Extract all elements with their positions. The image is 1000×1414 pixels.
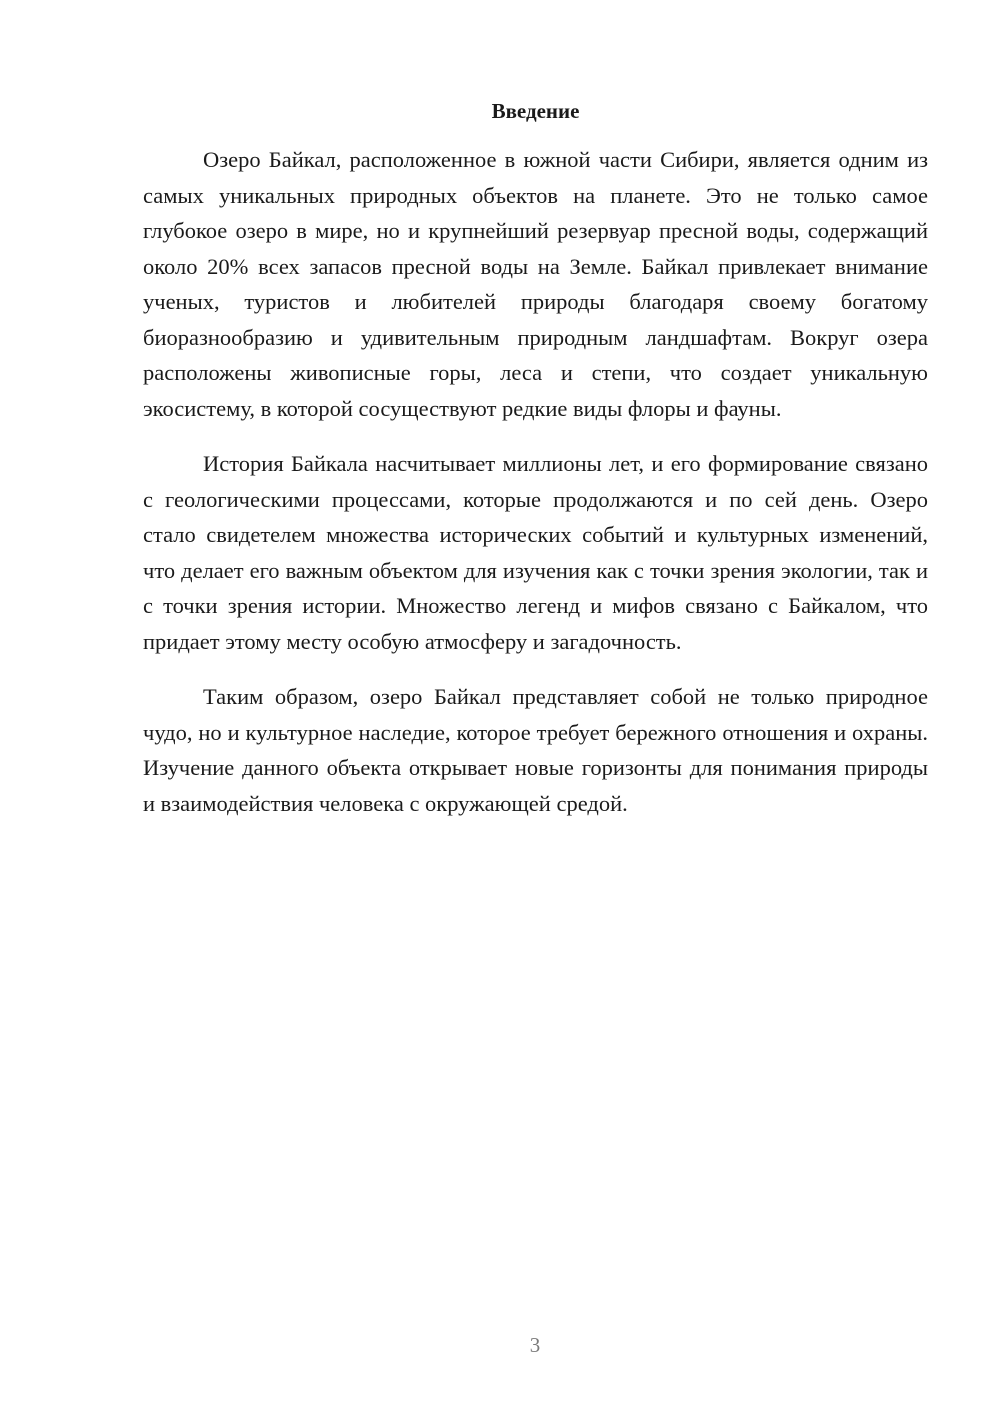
paragraph-2: История Байкала насчитывает миллионы лет, и его формирование связано с геологическими процессами, которые продолжаются и по сей день. Озеро стало свидетелем множества исторических событий и культурных изменений, что делает его важным объектом для изучения как с точки зрения экологии, так и с точки зрения истории. Множество легенд и мифов связано с Байкалом, что придает этому месту особую атмосферу и загадочность. bbox=[143, 451, 928, 654]
body-text bbox=[143, 142, 928, 841]
page-number: 3 bbox=[529, 1333, 541, 1357]
paragraph-1: Озеро Байкал, расположенное в южной части Сибири, является одним из самых уникальных природных объектов на планете. Это не только самое глубокое озеро в мире, но и крупнейший резервуар пресной воды, содержащий около 20% всех запасов пресной воды на Земле. Байкал привлекает внимание ученых, туристов и любителей природы благодаря своему богатому биоразнообразию и удивительным природным ландшафтам. Вокруг озера расположены живописные горы, леса и степи, что создает уникальную экосистему, в которой сосуществуют редкие виды флоры и фауны. bbox=[143, 147, 928, 421]
paragraph-3: Таким образом, озеро Байкал представляет собой не только природное чудо, но и культурное наследие, которое требует бережного отношения и охраны. Изучение данного объекта открывает новые горизонты для понимания природы и взаимодействия человека с окружающей средой. bbox=[143, 684, 928, 816]
section-heading: Введение bbox=[491, 99, 580, 123]
